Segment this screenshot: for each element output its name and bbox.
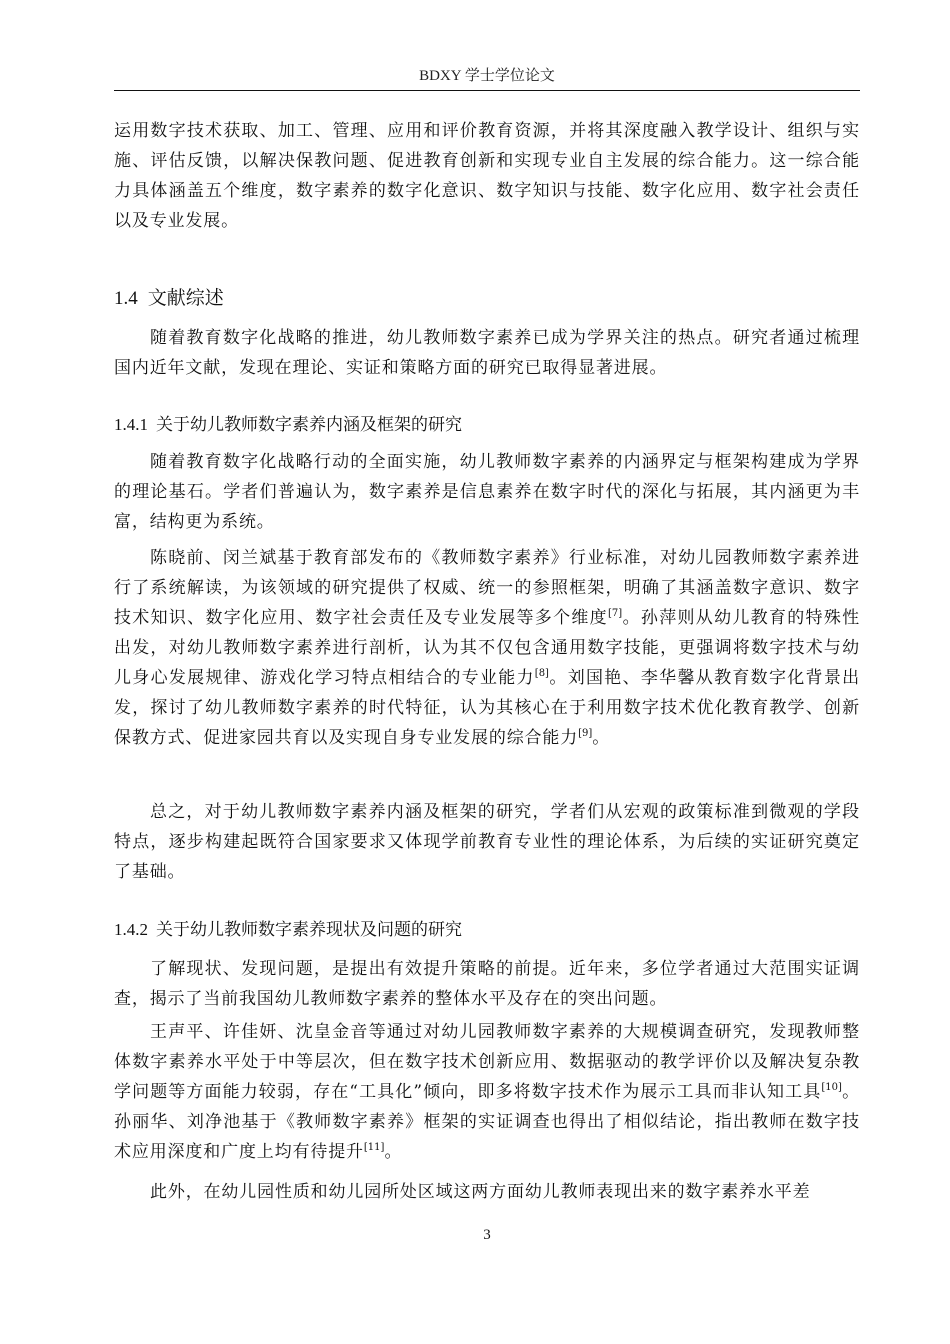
citation-ref[interactable]: [11] bbox=[363, 1142, 385, 1153]
paragraph-1-4-1-a: 随着教育数字化战略行动的全面实施，幼儿教师数字素养的内涵界定与框架构建成为学界的理论基石。学者们普遍认为，数字素养是信息素养在数字时代的深化与拓展，其内涵更为丰富，结构更为系统。 bbox=[114, 452, 860, 532]
paragraph-1-4-2-b bbox=[114, 1017, 860, 1167]
paragraph-1-4-2-a: 了解现状、发现问题，是提出有效提升策略的前提。近年来，多位学者通过大范围实证调查，揭示了当前我国幼儿教师数字素养的整体水平及存在的突出问题。 bbox=[114, 959, 860, 1009]
page-number: 3 bbox=[483, 1227, 491, 1243]
sentence: 。孙丽华、刘净池基于《教师数字素养》框架的实证调查也得出了相似结论，指出教师在数字技术应用深度和广度上均有待提升 bbox=[114, 1082, 860, 1162]
citation-ref[interactable]: [10] bbox=[821, 1082, 842, 1093]
sentence: 。孙萍则从幼儿教育的特殊性出发，对幼儿教师数字素养进行剖析，认为其不仅包含通用数字技能，更强调将数字技术与幼儿身心发展规律、游戏化学习特点相结合的专业能力 bbox=[114, 608, 860, 688]
section-heading-1-4 bbox=[114, 283, 224, 310]
citation-ref[interactable]: [8] bbox=[534, 668, 549, 679]
section-number: 1.4.2 bbox=[114, 920, 148, 939]
section-number: 1.4.1 bbox=[114, 415, 148, 434]
sentence: 陈晓前、闵兰斌基于教育部发布的《教师数字素养》行业标准，对幼儿园教师数字素养进行了系统解读，为该领域的研究提供了权威、统一的参照框架，明确了其涵盖数字意识、数字技术知识、数字化应用、数字社会责任及专业发展等多个维度 bbox=[114, 548, 860, 628]
sentence: 。刘国艳、李华馨从教育数字化背景出发，探讨了幼儿教师数字素养的时代特征，认为其核心在于利用数字技术优化教育教学、创新保教方式、促进家园共育以及实现自身专业发展的综合能力 bbox=[114, 668, 860, 748]
paragraph-1-4-1-b bbox=[114, 543, 860, 753]
section-heading-1-4-1 bbox=[114, 410, 462, 435]
sentence: 。 bbox=[592, 728, 611, 748]
paragraph-intro: 运用数字技术获取、加工、管理、应用和评价教育资源，并将其深度融入教学设计、组织与实施、评估反馈，以解决保教问题、促进教育创新和实现专业自主发展的综合能力。这一综合能力具体涵盖五个维度，数字素养的数字化意识、数字知识与技能、数字化应用、数字社会责任以及专业发展。 bbox=[114, 121, 860, 231]
paragraph-1-4: 随着教育数字化战略的推进，幼儿教师数字素养已成为学界关注的热点。研究者通过梳理国内近年文献，发现在理论、实证和策略方面的研究已取得显著进展。 bbox=[114, 328, 860, 378]
sentence: 。 bbox=[384, 1142, 403, 1162]
citation-ref[interactable]: [9] bbox=[578, 728, 593, 739]
paragraph-1-4-2-c: 此外，在幼儿园性质和幼儿园所处区域这两方面幼儿教师表现出来的数字素养水平差 bbox=[150, 1182, 811, 1202]
section-number: 1.4 bbox=[114, 288, 138, 309]
sentence: 王声平、许佳妍、沈皇金音等通过对幼儿园教师数字素养的大规模调查研究，发现教师整体数字素养水平处于中等层次，但在数字技术创新应用、数据驱动的教学评价以及解决复杂教学问题等方面能力较弱，存在“工具化”倾向，即多将数字技术作为展示工具而非认知工具 bbox=[114, 1022, 860, 1102]
section-title: 文献综述 bbox=[147, 287, 224, 309]
section-title: 关于幼儿教师数字素养内涵及框架的研究 bbox=[156, 415, 462, 435]
section-heading-1-4-2 bbox=[114, 915, 462, 940]
paragraph-1-4-1-c: 总之，对于幼儿教师数字素养内涵及框架的研究，学者们从宏观的政策标准到微观的学段特点，逐步构建起既符合国家要求又体现学前教育专业性的理论体系，为后续的实证研究奠定了基础。 bbox=[114, 802, 860, 882]
citation-ref[interactable]: [7] bbox=[607, 608, 623, 619]
section-title: 关于幼儿教师数字素养现状及问题的研究 bbox=[156, 920, 462, 940]
header-rule bbox=[114, 90, 860, 91]
running-header: BDXY 学士学位论文 bbox=[419, 68, 555, 84]
